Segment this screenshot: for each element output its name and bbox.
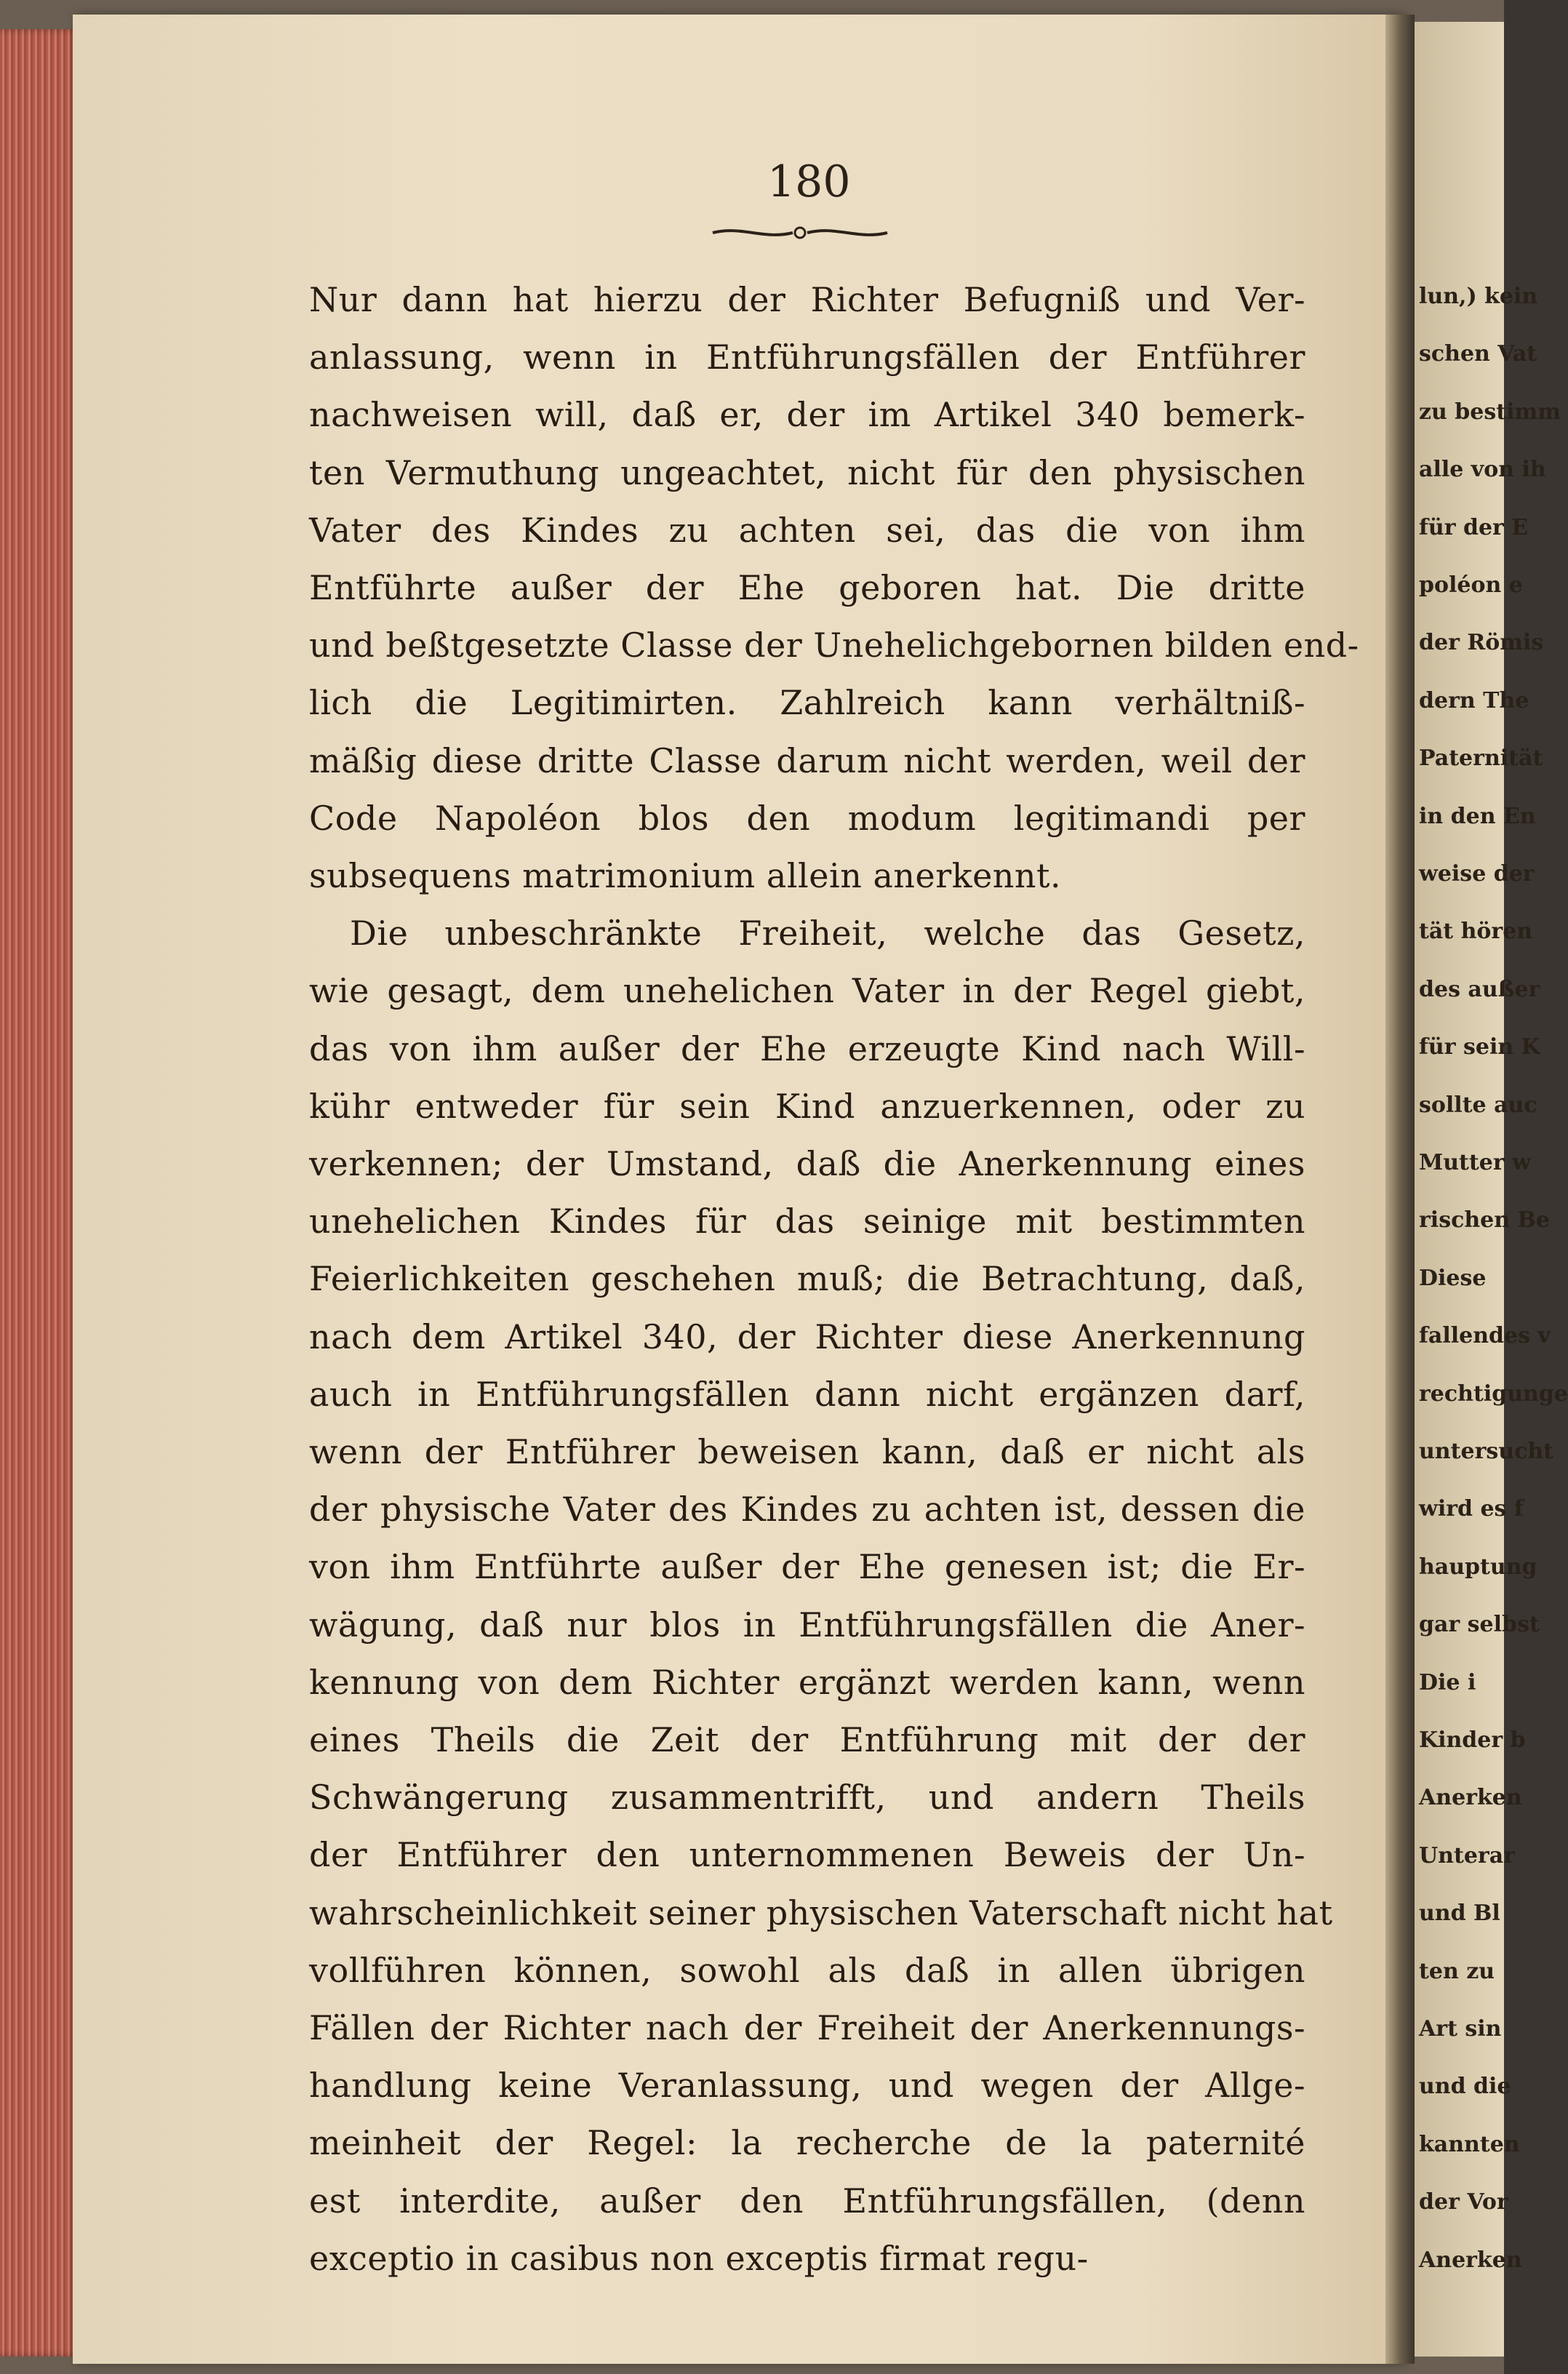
text-line: est interdite, außer den Entführungsfällen, (denn — [309, 2181, 1305, 2221]
facing-page-fragment: weise der — [1419, 861, 1535, 887]
text-line: auch in Entführungsfällen dann nicht ergänzen darf, — [309, 1374, 1305, 1414]
text-line: von ihm Entführte außer der Ehe genesen ist; die Er- — [309, 1547, 1305, 1587]
text-line: handlung keine Veranlassung, und wegen der Allge- — [309, 2066, 1305, 2106]
facing-page-fragment: poléon e — [1419, 572, 1523, 598]
text-line: exceptio in casibus non exceptis firmat regu- — [309, 2238, 1089, 2278]
facing-page-fragment: schen Vat — [1419, 341, 1537, 367]
facing-page-fragment: zu bestimm — [1419, 399, 1561, 425]
facing-page-fragment: Art sin — [1419, 2016, 1502, 2042]
facing-page-fragment: in den En — [1419, 803, 1536, 829]
facing-page-fragment: Diese — [1419, 1265, 1487, 1291]
facing-page-fragment: alle von ih — [1419, 457, 1546, 483]
text-line: wägung, daß nur blos in Entführungsfällen die Aner- — [309, 1604, 1305, 1644]
text-line: kennung von dem Richter ergänzt werden kann, wenn — [309, 1662, 1305, 1702]
text-line: lich die Legitimirten. Zahlreich kann verhältniß- — [309, 683, 1305, 723]
facing-page-fragment: Unterar — [1419, 1842, 1515, 1869]
facing-page-fragment: Anerken — [1419, 1785, 1522, 1811]
text-line: Entführte außer der Ehe geboren hat. Die dritte — [309, 568, 1305, 607]
facing-page-fragment: kannten — [1419, 2131, 1520, 2157]
text-line: Fällen der Richter nach der Freiheit der Anerkennungs- — [309, 2008, 1305, 2047]
facing-page-fragment: fallendes v — [1419, 1323, 1551, 1349]
facing-page-fragment: wird es f — [1419, 1496, 1524, 1522]
ornament-divider — [705, 222, 895, 244]
facing-page-fragment: Anerken — [1419, 2247, 1522, 2273]
text-line: der physische Vater des Kindes zu achten ist, dessen die — [309, 1490, 1305, 1530]
facing-page-fragment: dern The — [1419, 687, 1529, 714]
facing-page-fragment: und Bl — [1419, 1901, 1500, 1927]
facing-page-fragment: untersucht — [1419, 1439, 1554, 1464]
text-line: mäßig diese dritte Classe darum nicht werden, weil der — [309, 740, 1305, 780]
text-line: Vater des Kindes zu achten sei, das die von ihm — [309, 510, 1305, 550]
text-line: unehelichen Kindes für das seinige mit bestimmten — [309, 1202, 1305, 1242]
facing-page — [1415, 22, 1568, 2357]
facing-page-fragment: lun,) kein — [1419, 284, 1538, 309]
facing-page-fragment: für sein K — [1419, 1034, 1540, 1060]
facing-page-fragment: rischen Be — [1419, 1207, 1550, 1234]
facing-page-fragment: der Vor — [1419, 2189, 1508, 2215]
text-line: Feierlichkeiten geschehen muß; die Betrachtung, daß, — [309, 1259, 1305, 1299]
text-line: verkennen; der Umstand, daß die Anerkennung eines — [309, 1144, 1305, 1183]
text-line: subsequens matrimonium allein anerkennt. — [309, 856, 1062, 895]
book-gutter — [1385, 15, 1415, 2364]
facing-page-fragment: Die i — [1419, 1669, 1476, 1695]
text-line: Code Napoléon blos den modum legitimandi per — [309, 798, 1305, 838]
text-line: das von ihm außer der Ehe erzeugte Kind nach Will- — [309, 1028, 1305, 1068]
text-line: der Entführer den unternommenen Beweis der Un- — [309, 1835, 1305, 1875]
facing-page-fragment: für der E — [1419, 514, 1529, 540]
facing-page-fragment: rechtigunge — [1419, 1380, 1568, 1407]
text-line: anlassung, wenn in Entführungsfällen der Entführer — [309, 337, 1305, 377]
page-edge — [0, 29, 80, 2357]
text-line: ten Vermuthung ungeachtet, nicht für den physischen — [309, 452, 1305, 492]
facing-page-fragment: ten zu — [1419, 1958, 1495, 1984]
page-number: 180 — [767, 156, 851, 207]
text-line: kühr entweder für sein Kind anzuerkennen, oder zu — [309, 1086, 1305, 1126]
text-line: Die unbeschränkte Freiheit, welche das Gesetz, — [350, 914, 1305, 954]
facing-page-fragment: gar selbst — [1419, 1612, 1540, 1638]
facing-page-fragment: Paternität — [1419, 746, 1543, 772]
text-line: und beßtgesetzte Classe der Unehelichgebornen bilden end- — [309, 626, 1359, 666]
text-line: nach dem Artikel 340, der Richter diese Anerkennung — [309, 1316, 1305, 1356]
facing-page-fragment: des außer — [1419, 976, 1540, 1002]
facing-page-fragment: und die — [1419, 2074, 1511, 2100]
facing-page-fragment: sollte auc — [1419, 1092, 1537, 1118]
facing-page-fragment: tät hören — [1419, 919, 1533, 945]
text-line: vollführen können, sowohl als daß in allen übrigen — [309, 1950, 1305, 1990]
facing-page-fragment: Kinder b — [1419, 1727, 1526, 1753]
text-line: nachweisen will, daß er, der im Artikel 340 bemerk- — [309, 395, 1305, 435]
text-line: wahrscheinlichkeit seiner physischen Vaterschaft nicht hat — [309, 1893, 1333, 1933]
facing-page-fragment: der Römis — [1419, 630, 1544, 656]
facing-page-fragment: Mutter w — [1419, 1150, 1531, 1175]
text-line: wie gesagt, dem unehelichen Vater in der Regel giebt, — [309, 971, 1305, 1011]
text-line: meinheit der Regel: la recherche de la paternité — [309, 2123, 1305, 2163]
text-line: Nur dann hat hierzu der Richter Befugniß und Ver- — [309, 280, 1305, 319]
text-line: wenn der Entführer beweisen kann, daß er nicht als — [309, 1432, 1305, 1471]
text-line: eines Theils die Zeit der Entführung mit der der — [309, 1720, 1305, 1759]
facing-page-fragment: hauptung — [1419, 1554, 1537, 1580]
text-line: Schwängerung zusammentrifft, und andern Theils — [309, 1778, 1305, 1818]
